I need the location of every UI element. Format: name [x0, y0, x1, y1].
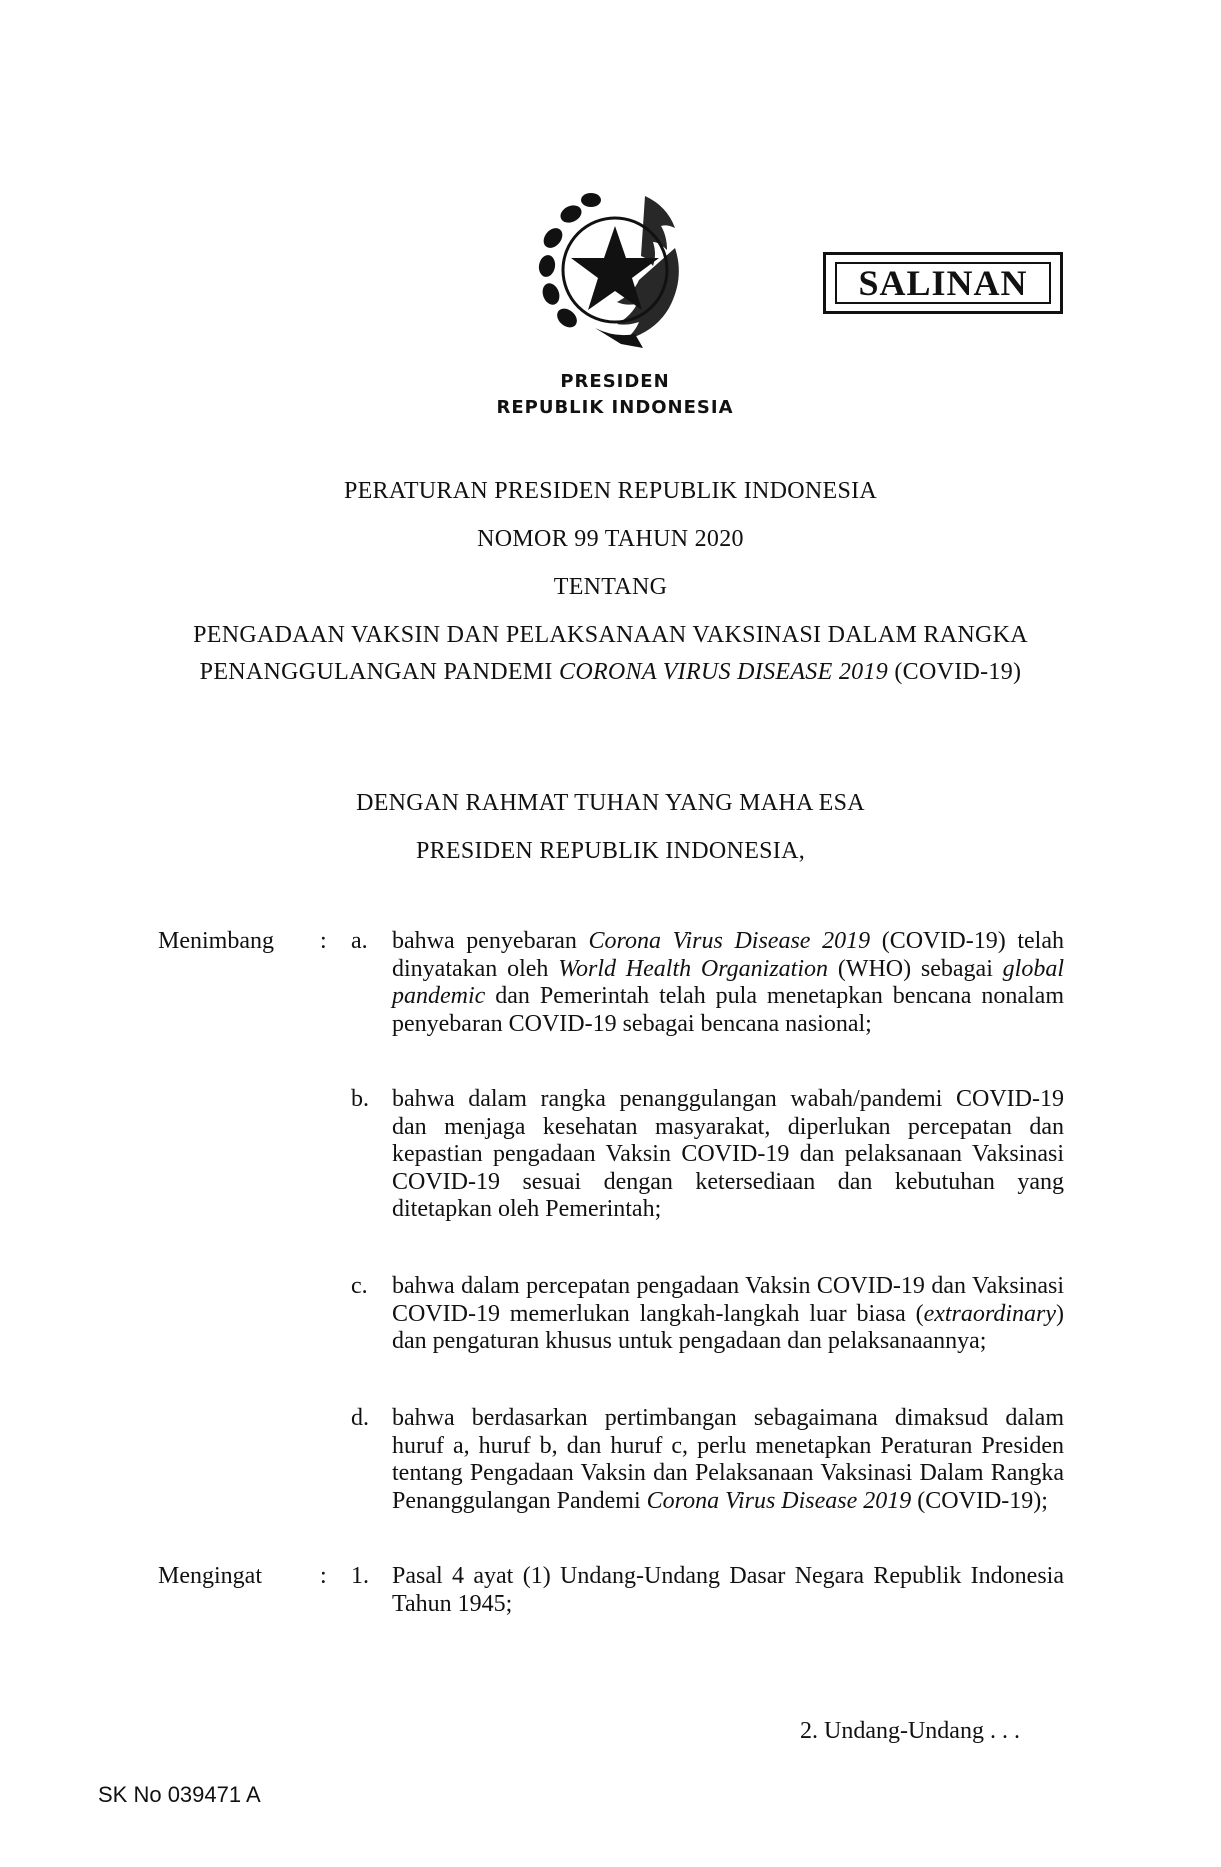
regulation-number: NOMOR 99 TAHUN 2020: [477, 526, 744, 552]
emblem-caption-republik: REPUBLIK INDONESIA: [496, 397, 734, 418]
menimbang-colon: :: [320, 928, 327, 954]
menimbang-item-c: bahwa dalam percepatan pengadaan Vaksin COVID-19 dan Vaksinasi COVID-19 memerlukan langkah-langkah luar biasa (extraordinary) dan pengaturan khusus untuk pengadaan dan pelaksanaannya;: [392, 1273, 1064, 1354]
preamble-line2: PRESIDEN REPUBLIK INDONESIA,: [415, 838, 806, 864]
menimbang-item-b: bahwa dalam rangka penanggulangan wabah/pandemi COVID-19 dan menjaga kesehatan masyarakat, diperlukan percepatan dan kepastian pengadaan Vaksin COVID-19 dan pelaksanaan Vaksinasi COVID-19 sesuai dengan ketersediaan dan kebutuhan yang ditetapkan oleh Pemerintah;: [392, 1086, 1064, 1222]
menimbang-item-c-marker: c.: [351, 1273, 368, 1299]
emblem-caption-presiden: PRESIDEN: [560, 371, 670, 392]
menimbang-item-d: bahwa berdasarkan pertimbangan sebagaimana dimaksud dalam huruf a, huruf b, dan huruf c, perlu menetapkan Peraturan Presiden tentang Pengadaan Vaksin dan Pelaksanaan Vaksinasi Dalam Rangka Penanggulangan Pandemi Corona Virus Disease 2019 (COVID-19);: [392, 1405, 1064, 1514]
menimbang-label: Menimbang: [158, 928, 274, 954]
mengingat-label: Mengingat: [158, 1563, 262, 1589]
subject-text-c: (COVID-19): [888, 659, 1022, 685]
presidential-emblem-icon: [525, 178, 705, 358]
menimbang-item-a-marker: a.: [351, 928, 368, 954]
regulation-tentang: TENTANG: [553, 574, 668, 600]
sk-number: SK No 039471 A: [98, 1782, 261, 1807]
salinan-stamp: [823, 252, 1063, 314]
menimbang-item-d-marker: d.: [351, 1405, 369, 1431]
subject-text-a: PENANGGULANGAN PANDEMI: [199, 659, 560, 685]
menimbang-item-a: bahwa penyebaran Corona Virus Disease 2019 (COVID-19) telah dinyatakan oleh World Health Organization (WHO) sebagai global pandemic dan Pemerintah telah pula menetapkan bencana nonalam penyebaran COVID-19 sebagai bencana nasional;: [392, 928, 1065, 1037]
next-page-catchword: 2. Undang-Undang . . .: [800, 1718, 1020, 1744]
menimbang-item-b-marker: b.: [351, 1086, 369, 1112]
salinan-stamp-text: SALINAN: [835, 262, 1051, 304]
mengingat-item-1-marker: 1.: [351, 1563, 369, 1589]
regulation-subject-line2: [0, 659, 1221, 686]
preamble-line1: DENGAN RAHMAT TUHAN YANG MAHA ESA: [356, 790, 865, 816]
mengingat-colon: :: [320, 1563, 327, 1589]
regulation-subject-line1: PENGADAAN VAKSIN DAN PELAKSANAAN VAKSINASI DALAM RANGKA: [193, 622, 1028, 648]
mengingat-item-1: Pasal 4 ayat (1) Undang-Undang Dasar Negara Republik Indonesia Tahun 1945;: [392, 1563, 1064, 1617]
subject-text-italic: CORONA VIRUS DISEASE 2019: [559, 659, 889, 685]
regulation-title: PERATURAN PRESIDEN REPUBLIK INDONESIA: [343, 478, 878, 504]
